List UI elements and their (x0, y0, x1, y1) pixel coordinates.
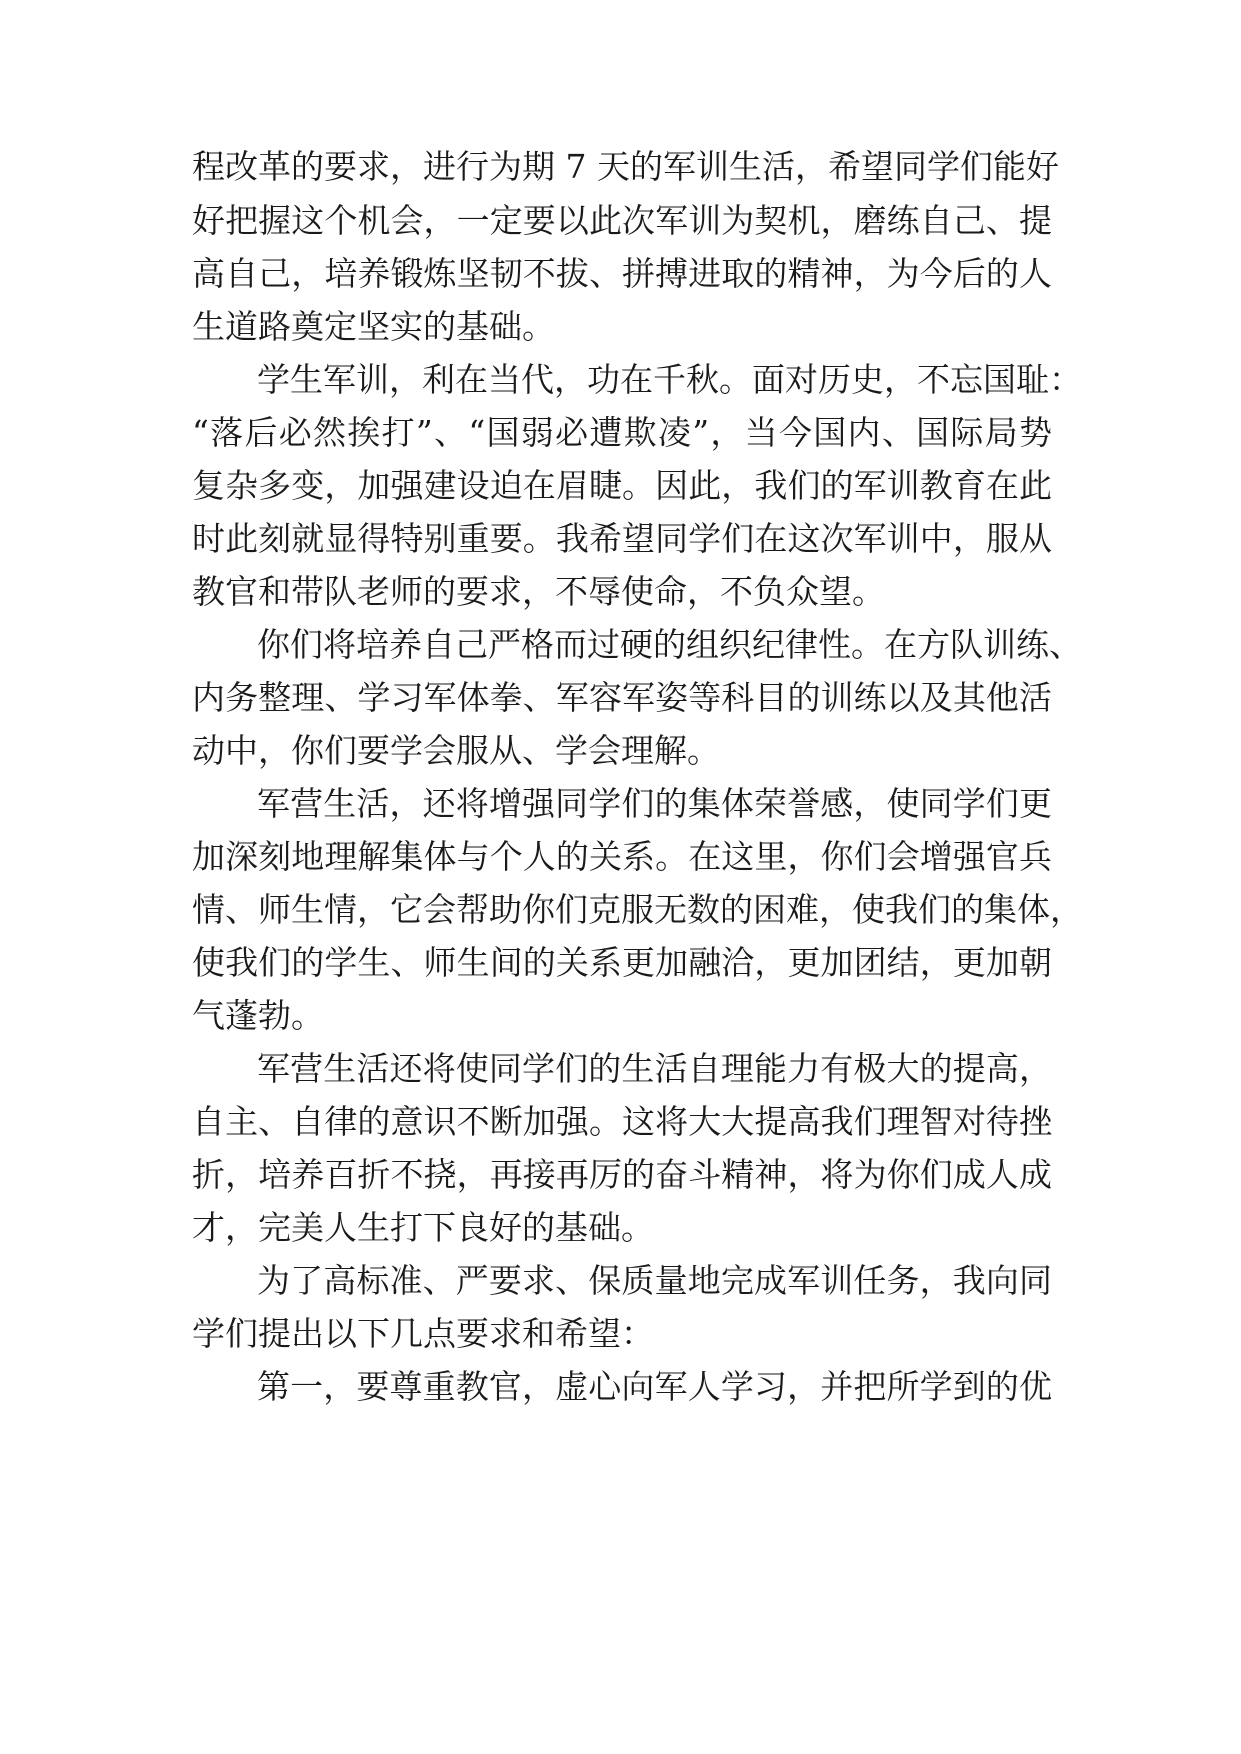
text-line: 才，完美人生打下良好的基础。 (192, 1208, 654, 1247)
text-line: 使我们的学生、师生间的关系更加融洽，更加团结，更加朝 (192, 943, 1052, 982)
text-line: 折，培养百折不挠，再接再厉的奋斗精神，将为你们成人成 (192, 1155, 1052, 1194)
text-line: 自主、自律的意识不断加强。这将大大提高我们理智对待挫 (192, 1102, 1052, 1141)
paragraph-first-line: 你们将培养自己严格而过硬的组织纪律性。在方队训练、 (257, 625, 1082, 664)
text-line: “落后必然挨打”、“国弱必遭欺凌”，当今国内、国际局势 (192, 413, 1052, 452)
text-line: 好把握这个机会，一定要以此次军训为契机，磨练自己、提 (192, 201, 1052, 240)
text-line: 加深刻地理解集体与个人的关系。在这里，你们会增强官兵 (192, 837, 1052, 876)
text-line: 情、师生情，它会帮助你们克服无数的困难，使我们的集体， (192, 890, 1083, 929)
text-line: 程改革的要求，进行为期 7 天的军训生活，希望同学们能好 (192, 147, 1059, 186)
text-line: 高自己，培养锻炼坚韧不拔、拼搏进取的精神，为今后的人 (192, 254, 1052, 293)
text-line: 时此刻就显得特别重要。我希望同学们在这次军训中，服从 (192, 519, 1052, 558)
paragraph-first-line: 为了高标准、严要求、保质量地完成军训任务，我向同 (257, 1261, 1052, 1300)
text-line: 内务整理、学习军体拳、军容军姿等科目的训练以及其他活 (192, 678, 1052, 717)
text-line: 气蓬勃。 (192, 996, 324, 1035)
paragraph-first-line: 军营生活，还将增强同学们的集体荣誉感，使同学们更 (257, 784, 1052, 823)
text-line: 复杂多变，加强建设迫在眉睫。因此，我们的军训教育在此 (192, 466, 1052, 505)
text-line: 学们提出以下几点要求和希望： (192, 1314, 654, 1353)
paragraph-first-line: 第一，要尊重教官，虚心向军人学习，并把所学到的优 (257, 1367, 1052, 1406)
paragraph-first-line: 军营生活还将使同学们的生活自理能力有极大的提高， (257, 1049, 1052, 1088)
text-line: 动中，你们要学会服从、学会理解。 (192, 731, 720, 770)
paragraph-first-line: 学生军训，利在当代，功在千秋。面对历史，不忘国耻： (257, 360, 1082, 399)
text-line: 教官和带队老师的要求，不辱使命，不负众望。 (192, 572, 885, 611)
text-line: 生道路奠定坚实的基础。 (192, 307, 555, 346)
